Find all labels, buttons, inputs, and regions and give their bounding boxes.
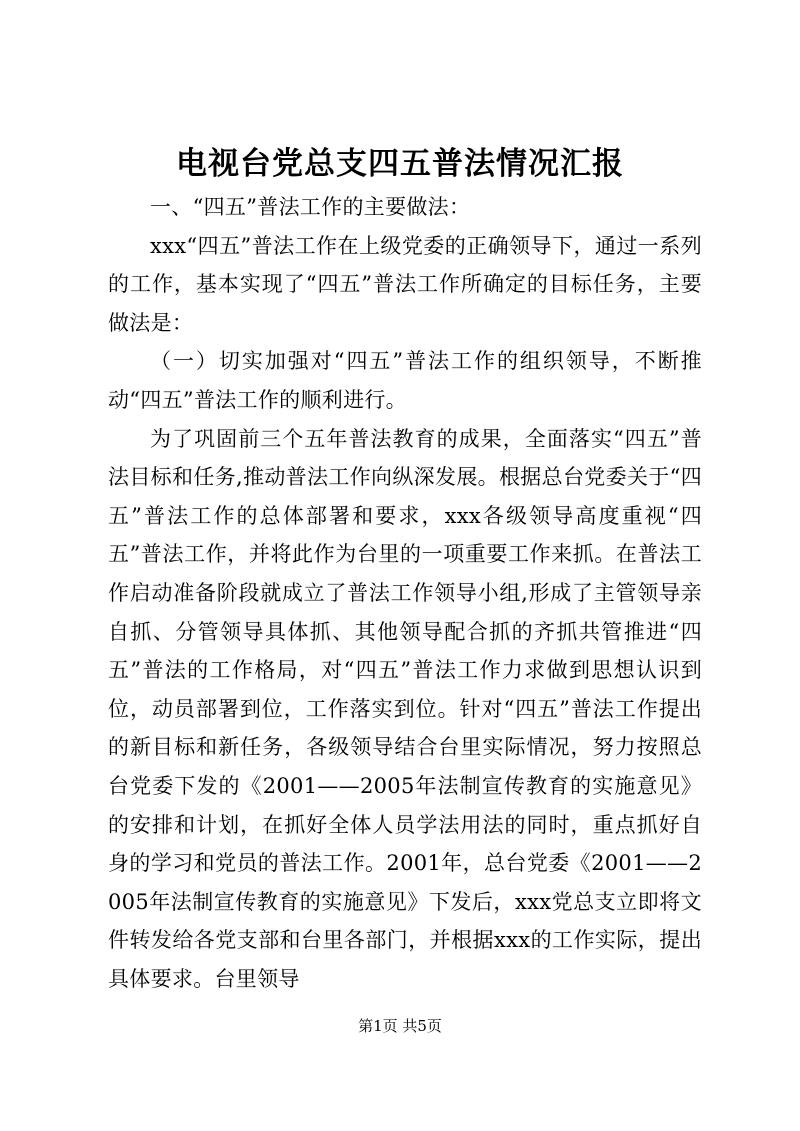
page-footer: 第1页 共5页	[358, 1017, 442, 1035]
subsection-heading: （一）切实加强对“四五”普法工作的组织领导，不断推动“四五”普法工作的顺利进行。	[108, 349, 702, 412]
document-title: 电视台党总支四五普法情况汇报	[176, 146, 624, 182]
paragraph: 为了巩固前三个五年普法教育的成果，全面落实“四五”普法目标和任务,推动普法工作向纵深发展。根据总台党委关于“四五”普法工作的总体部署和要求，xxx各级领导高度重视“四五”普法工作，并将此作为台里的一项重要工作来抓。在普法工作启动准备阶段就成立了普法工作领导小组,形成了主管领导亲自抓、分管领导具体抓、其他领导配合抓的齐抓共管推进“四五”普法的工作格局，对“四五”普法工作力求做到思想认识到位，动员部署到位，工作落实到位。针对“四五”普法工作提出的新目标和新任务，各级领导结合台里实际情况，努力按照总台党委下发的《2001——2005年法制宣传教育的实施意见》的安排和计划，在抓好全体人员学法用法的同时，重点抓好自身的学习和党员的普法工作。2001年，总台党委《2001——2005年法制宣传教育的实施意见》下发后，xxx党总支立即将文件转发给各党支部和台里各部门，并根据xxx的工作实际，提出具体要求。台里领导	[108, 426, 702, 991]
paragraph: xxx“四五”普法工作在上级党委的正确领导下，通过一系列的工作，基本实现了“四五”普法工作所确定的目标任务，主要做法是：	[108, 233, 702, 335]
document-body	[108, 188, 702, 998]
section-heading: 一、“四五”普法工作的主要做法：	[150, 195, 471, 219]
